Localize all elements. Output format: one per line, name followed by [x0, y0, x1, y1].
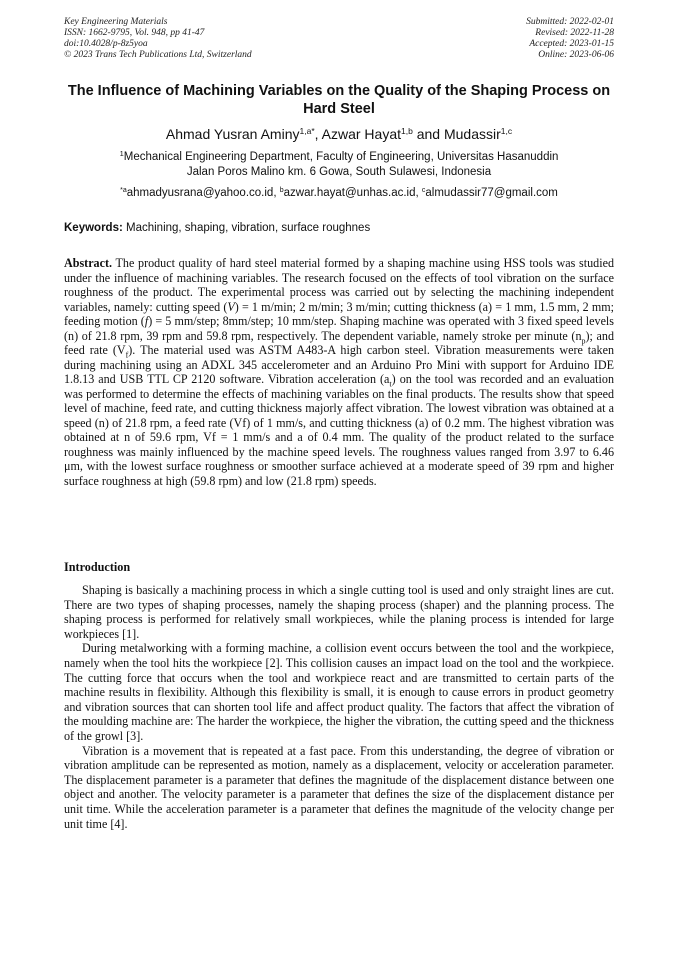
- paper-title: The Influence of Machining Variables on the Quality of the Shaping Process on Hard Steel: [67, 83, 611, 117]
- paragraph: During metalworking with a forming machine, a collision event occurs between the tool and the workpiece, namely when the tool hits the workpiece [2]. This collision causes an impact load on the tool and the workpiece. The cutting force that occurs when the tool and workpiece react and are transmitted to certain parts of the machine results in flexibility. Although this flexibility is small, it is enough to cause errors in product geometry and vibration sources that can shorten tool life and affect product quality. The factors that affect the vibration of the moulding machine are: The harder the workpiece, the higher the vibration, the cutting speed and the thickness of the growl [3].: [64, 641, 614, 743]
- author-affil-marker: 1,c: [500, 126, 513, 136]
- author-and: and: [412, 126, 444, 142]
- affiliation-line-2: Jalan Poros Malino km. 6 Gowa, South Sulawesi, Indonesia: [186, 166, 492, 178]
- symbol-f: f: [144, 314, 149, 328]
- author-name: Ahmad Yusran Aminy: [165, 126, 300, 142]
- copyright-line: © 2023 Trans Tech Publications Ltd, Switzerland: [64, 50, 252, 60]
- email-marker: *a: [120, 187, 127, 194]
- author-separator: ,: [314, 126, 322, 142]
- issn-line: ISSN: 1662-9795, Vol. 948, pp 41-47: [64, 28, 205, 38]
- abstract: [64, 256, 614, 488]
- abstract-label: Abstract.: [64, 256, 113, 270]
- subscript-f: f: [125, 350, 129, 360]
- email-link[interactable]: azwar.hayat@unhas.ac.id: [283, 187, 416, 199]
- paragraph: Shaping is basically a machining process in which a single cutting tool is used and only straight lines are cut. There are two types of shaping processes, namely the shaping process (shaper) and the planning process. The shaping process is performed for relatively small workpieces, while the planing process is intended for large workpieces [1].: [64, 583, 614, 641]
- author-list: [64, 126, 614, 143]
- subscript-t: t: [389, 379, 392, 389]
- symbol-v: V: [227, 299, 235, 314]
- author-affil-marker: 1,a*: [299, 126, 315, 136]
- introduction-heading: Introduction: [64, 560, 131, 574]
- email-link[interactable]: ahmadyusrana@yahoo.co.id: [126, 187, 274, 199]
- affiliation-marker: 1: [119, 149, 124, 158]
- subscript-p: p: [581, 335, 586, 345]
- email-link[interactable]: almudassir77@gmail.com: [425, 187, 558, 199]
- dates-header: [526, 17, 614, 61]
- submitted-date: Submitted: 2022-02-01: [526, 17, 614, 27]
- keywords: [64, 221, 614, 236]
- author-affil-marker: 1,b: [401, 126, 413, 136]
- journal-header: [64, 17, 252, 61]
- doi-line[interactable]: doi:10.4028/p-8z5yoa: [64, 39, 148, 49]
- author-name: Azwar Hayat: [321, 126, 401, 142]
- journal-name: Key Engineering Materials: [64, 17, 168, 27]
- affiliation-text-1: Mechanical Engineering Department, Faculty of Engineering, Universitas Hasanuddin: [123, 151, 559, 163]
- email-marker: b: [279, 187, 284, 194]
- paragraph: Vibration is a movement that is repeated at a fast pace. From this understanding, the degree of vibration or vibration amplitude can be represented as motion, namely as a displacement, velocity or acceleration parameter. The displacement parameter is a parameter that defines the magnitude of the displacement distance between one object and another. The velocity parameter is a parameter that defines the size of the displacement distance per unit time. While the acceleration parameter is a parameter that defines the magnitude of the velocity change per unit time [4].: [64, 743, 614, 831]
- abstract-text: ) on the tool was recorded and an evaluation was performed to determine the effects of machining variables on the final products. The results show that speed level of machine, feed rate, and cutting thickness majorly affect vibration. The lowest vibration was obtained at a speed (n) of 21.8 rpm, a feed rate (Vf) of 1 mm/s, and cutting thickness (a) of 0.2 mm. The highest vibration was obtained at n of 59.6 rpm, Vf = 1 mm/s and a of 0.4 mm. The quality of the product related to the surface roughness was mainly influenced by the machine speed levels. The roughness values ranged from 3.97 to 6.46 μm, with the lowest surface roughness or smoother surface achieved at a moderate speed of 39 rpm and higher surface roughness at high (59.8 rpm) and low (21.8 rpm) speeds.: [64, 372, 614, 488]
- keywords-label: Keywords:: [64, 222, 123, 234]
- introduction-body: [64, 583, 614, 831]
- online-date: Online: 2023-06-06: [538, 50, 614, 60]
- email-marker: c: [421, 187, 426, 194]
- abstract-text: ) = 5 mm/step; 8mm/step; 10 mm/step. Shaping machine was operated with 3 fixed speed levels (n) of 21.8 rpm, 39 rpm and 59.8 rpm, respectively. The dependent variable, namely stroke per minute (n: [64, 314, 614, 343]
- affiliation-line-1: [64, 150, 614, 165]
- keywords-text: Machining, shaping, vibration, surface roughnes: [126, 222, 371, 234]
- revised-date: Revised: 2022-11-28: [535, 28, 614, 38]
- abstract-text: ) = 1 m/min; 2 m/min; 3 m/min; cutting thickness (a) = 1 mm, 1.5 mm, 2 mm; feeding motion (: [64, 299, 614, 328]
- accepted-date: Accepted: 2023-01-15: [529, 39, 614, 49]
- email-list: $^{*a}$ahmadyusrana@yahoo.co.id, $^b$azwar.hayat@unhas.ac.id, $^c$almudassir77@gmail.com: [120, 187, 558, 199]
- author-name: Mudassir: [443, 126, 501, 142]
- affiliation: [64, 150, 614, 180]
- abstract-text: ); and feed rate (V: [64, 328, 614, 357]
- abstract-text: The product quality of hard steel material formed by a shaping machine using HSS tools was studied under the influence of machining variables. The research focused on the effects of tool vibration on the surface roughness of the product. The experimental process was carried out by selecting the machining independent variables, namely: cutting speed (: [64, 256, 614, 314]
- abstract-text: ). The material used was ASTM A483-A high carbon steel. Vibration measurements were taken during machining using an ADXL 345 accelerometer and an Arduino Pro Mini with support for Arduino IDE 1.8.13 and USB TTL CP 2120 software. Vibration acceleration (a: [64, 343, 614, 386]
